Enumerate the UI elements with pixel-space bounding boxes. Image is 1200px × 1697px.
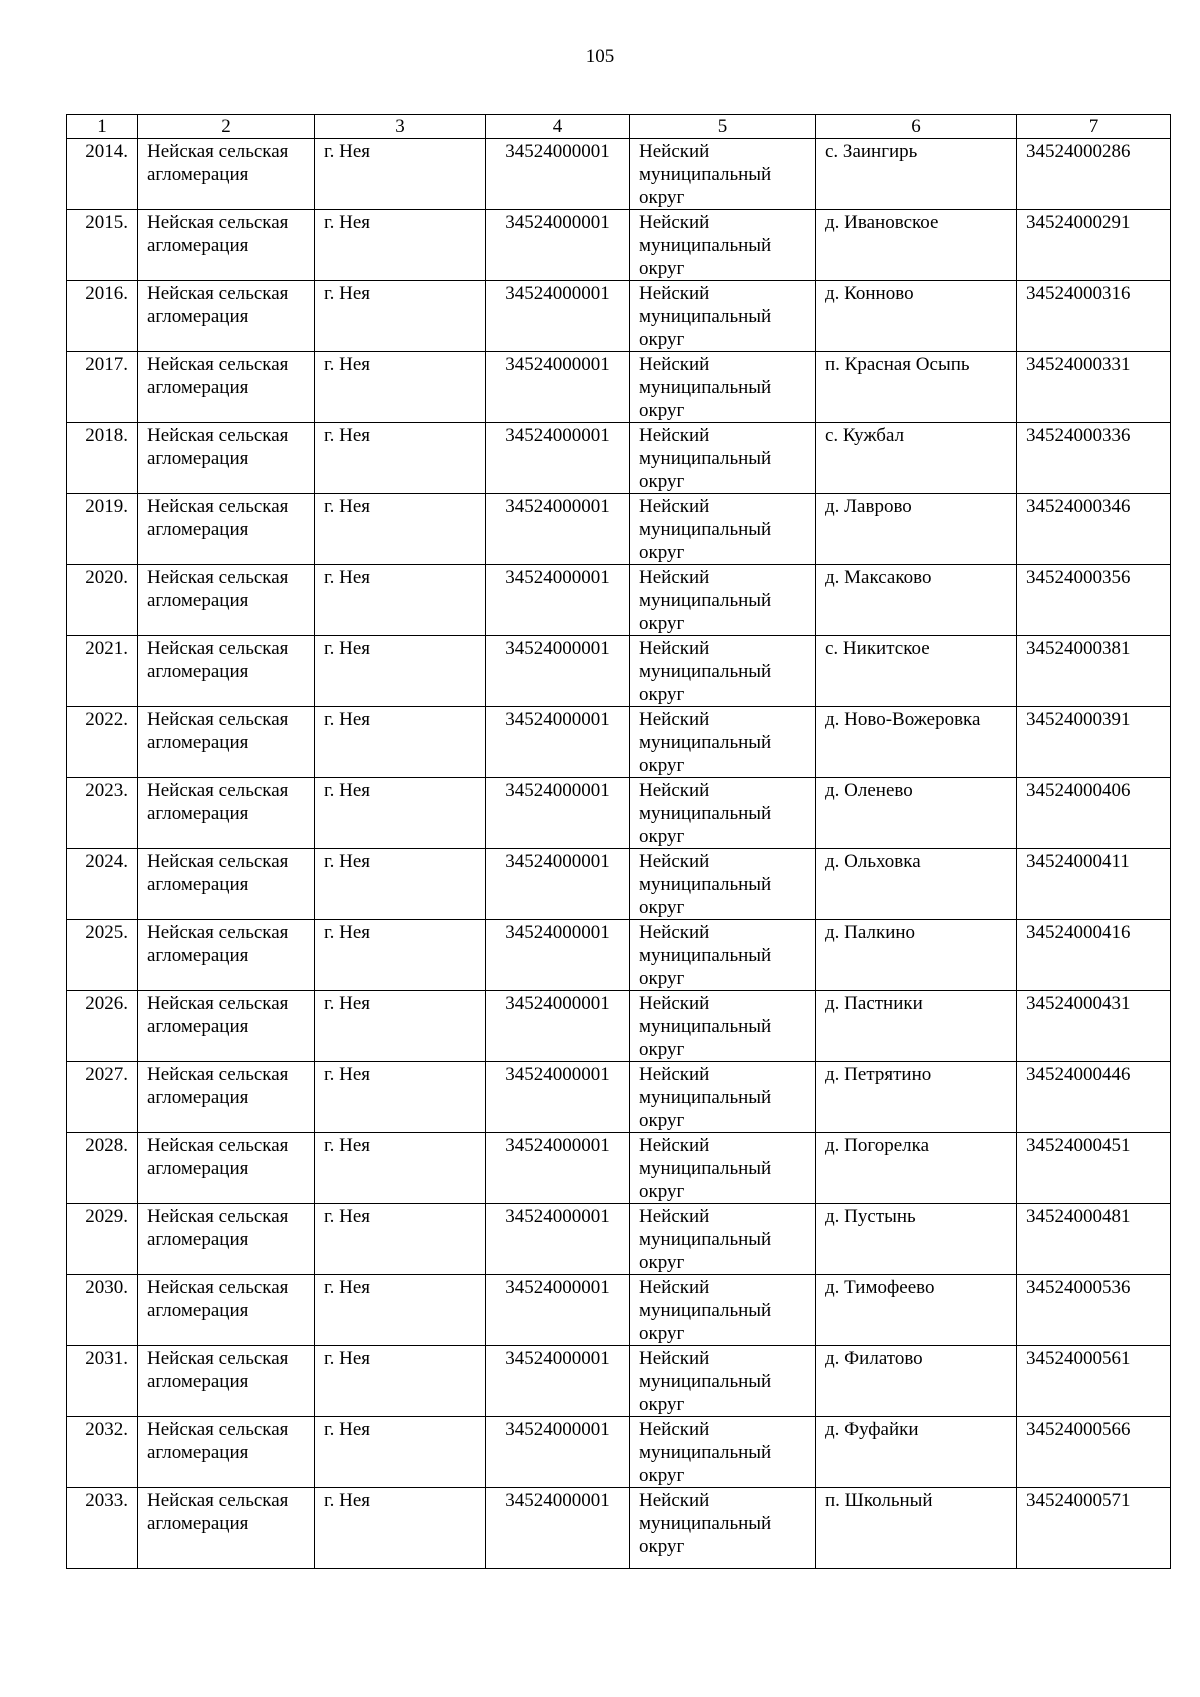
agglomeration-cell: Нейская сельская агломерация bbox=[138, 281, 315, 352]
table-row bbox=[67, 565, 1171, 636]
center-cell: г. Нея bbox=[315, 210, 486, 281]
settlement-code-cell: 34524000356 bbox=[1017, 565, 1171, 636]
center-code-cell: 34524000001 bbox=[486, 1275, 630, 1346]
agglomeration-cell: Нейская сельская агломерация bbox=[138, 423, 315, 494]
district-cell: Нейский муниципальный округ bbox=[630, 920, 816, 991]
column-header-7: 7 bbox=[1017, 115, 1171, 139]
settlement-cell: д. Ново-Вожеровка bbox=[816, 707, 1017, 778]
settlement-code-cell: 34524000316 bbox=[1017, 281, 1171, 352]
center-cell: г. Нея bbox=[315, 707, 486, 778]
table-header-row bbox=[67, 115, 1171, 139]
column-header-5: 5 bbox=[630, 115, 816, 139]
row-number-cell: 2029. bbox=[67, 1204, 138, 1275]
center-code-cell: 34524000001 bbox=[486, 991, 630, 1062]
center-cell: г. Нея bbox=[315, 494, 486, 565]
center-code-cell: 34524000001 bbox=[486, 849, 630, 920]
agglomeration-cell: Нейская сельская агломерация bbox=[138, 494, 315, 565]
center-cell: г. Нея bbox=[315, 1133, 486, 1204]
district-cell: Нейский муниципальный округ bbox=[630, 1204, 816, 1275]
agglomeration-cell: Нейская сельская агломерация bbox=[138, 991, 315, 1062]
row-number-cell: 2021. bbox=[67, 636, 138, 707]
district-cell: Нейский муниципальный округ bbox=[630, 565, 816, 636]
district-cell: Нейский муниципальный округ bbox=[630, 1488, 816, 1569]
agglomeration-cell: Нейская сельская агломерация bbox=[138, 1275, 315, 1346]
table-row bbox=[67, 210, 1171, 281]
center-code-cell: 34524000001 bbox=[486, 423, 630, 494]
row-number-cell: 2014. bbox=[67, 139, 138, 210]
settlement-cell: с. Никитское bbox=[816, 636, 1017, 707]
settlement-code-cell: 34524000406 bbox=[1017, 778, 1171, 849]
settlement-cell: д. Пустынь bbox=[816, 1204, 1017, 1275]
district-cell: Нейский муниципальный округ bbox=[630, 849, 816, 920]
agglomeration-cell: Нейская сельская агломерация bbox=[138, 352, 315, 423]
table-row bbox=[67, 1488, 1171, 1569]
row-number-cell: 2022. bbox=[67, 707, 138, 778]
settlement-code-cell: 34524000416 bbox=[1017, 920, 1171, 991]
agglomeration-cell: Нейская сельская агломерация bbox=[138, 778, 315, 849]
table-row bbox=[67, 139, 1171, 210]
row-number-cell: 2026. bbox=[67, 991, 138, 1062]
center-cell: г. Нея bbox=[315, 1417, 486, 1488]
district-cell: Нейский муниципальный округ bbox=[630, 210, 816, 281]
district-cell: Нейский муниципальный округ bbox=[630, 281, 816, 352]
page-number: 105 bbox=[585, 46, 615, 67]
table-row bbox=[67, 1275, 1171, 1346]
settlement-code-cell: 34524000451 bbox=[1017, 1133, 1171, 1204]
settlement-code-cell: 34524000446 bbox=[1017, 1062, 1171, 1133]
center-cell: г. Нея bbox=[315, 281, 486, 352]
agglomeration-cell: Нейская сельская агломерация bbox=[138, 849, 315, 920]
column-header-4: 4 bbox=[486, 115, 630, 139]
center-code-cell: 34524000001 bbox=[486, 210, 630, 281]
table-row bbox=[67, 352, 1171, 423]
column-header-1: 1 bbox=[67, 115, 138, 139]
table-row bbox=[67, 707, 1171, 778]
district-cell: Нейский муниципальный округ bbox=[630, 1346, 816, 1417]
settlement-code-cell: 34524000286 bbox=[1017, 139, 1171, 210]
column-header-6: 6 bbox=[816, 115, 1017, 139]
settlement-cell: д. Петрятино bbox=[816, 1062, 1017, 1133]
settlement-cell: д. Оленево bbox=[816, 778, 1017, 849]
center-code-cell: 34524000001 bbox=[486, 1133, 630, 1204]
table-row bbox=[67, 778, 1171, 849]
center-cell: г. Нея bbox=[315, 565, 486, 636]
settlement-cell: д. Филатово bbox=[816, 1346, 1017, 1417]
table-row bbox=[67, 991, 1171, 1062]
district-cell: Нейский муниципальный округ bbox=[630, 1417, 816, 1488]
center-code-cell: 34524000001 bbox=[486, 565, 630, 636]
row-number-cell: 2018. bbox=[67, 423, 138, 494]
center-cell: г. Нея bbox=[315, 920, 486, 991]
table-row bbox=[67, 849, 1171, 920]
row-number-cell: 2033. bbox=[67, 1488, 138, 1569]
center-code-cell: 34524000001 bbox=[486, 352, 630, 423]
table-row bbox=[67, 423, 1171, 494]
settlement-code-cell: 34524000536 bbox=[1017, 1275, 1171, 1346]
center-cell: г. Нея bbox=[315, 778, 486, 849]
center-cell: г. Нея bbox=[315, 1204, 486, 1275]
center-code-cell: 34524000001 bbox=[486, 1488, 630, 1569]
district-cell: Нейский муниципальный округ bbox=[630, 636, 816, 707]
center-cell: г. Нея bbox=[315, 139, 486, 210]
center-cell: г. Нея bbox=[315, 1275, 486, 1346]
row-number-cell: 2015. bbox=[67, 210, 138, 281]
district-cell: Нейский муниципальный округ bbox=[630, 139, 816, 210]
row-number-cell: 2027. bbox=[67, 1062, 138, 1133]
row-number-cell: 2020. bbox=[67, 565, 138, 636]
center-cell: г. Нея bbox=[315, 352, 486, 423]
settlement-code-cell: 34524000331 bbox=[1017, 352, 1171, 423]
agglomeration-cell: Нейская сельская агломерация bbox=[138, 565, 315, 636]
row-number-cell: 2016. bbox=[67, 281, 138, 352]
agglomeration-cell: Нейская сельская агломерация bbox=[138, 1204, 315, 1275]
district-cell: Нейский муниципальный округ bbox=[630, 423, 816, 494]
settlement-cell: с. Кужбал bbox=[816, 423, 1017, 494]
center-cell: г. Нея bbox=[315, 1488, 486, 1569]
settlement-cell: с. Заингирь bbox=[816, 139, 1017, 210]
settlement-cell: д. Палкино bbox=[816, 920, 1017, 991]
row-number-cell: 2025. bbox=[67, 920, 138, 991]
row-number-cell: 2032. bbox=[67, 1417, 138, 1488]
agglomeration-cell: Нейская сельская агломерация bbox=[138, 707, 315, 778]
district-cell: Нейский муниципальный округ bbox=[630, 991, 816, 1062]
district-cell: Нейский муниципальный округ bbox=[630, 1133, 816, 1204]
settlement-code-cell: 34524000411 bbox=[1017, 849, 1171, 920]
settlement-cell: д. Максаково bbox=[816, 565, 1017, 636]
row-number-cell: 2028. bbox=[67, 1133, 138, 1204]
table-row bbox=[67, 1062, 1171, 1133]
district-cell: Нейский муниципальный округ bbox=[630, 494, 816, 565]
district-cell: Нейский муниципальный округ bbox=[630, 1275, 816, 1346]
center-cell: г. Нея bbox=[315, 423, 486, 494]
settlement-code-cell: 34524000391 bbox=[1017, 707, 1171, 778]
settlement-code-cell: 34524000561 bbox=[1017, 1346, 1171, 1417]
table-row bbox=[67, 494, 1171, 565]
settlement-cell: д. Тимофеево bbox=[816, 1275, 1017, 1346]
table-row bbox=[67, 1133, 1171, 1204]
district-cell: Нейский муниципальный округ bbox=[630, 1062, 816, 1133]
table-row bbox=[67, 1204, 1171, 1275]
row-number-cell: 2031. bbox=[67, 1346, 138, 1417]
settlement-code-cell: 34524000381 bbox=[1017, 636, 1171, 707]
center-cell: г. Нея bbox=[315, 849, 486, 920]
settlement-code-cell: 34524000481 bbox=[1017, 1204, 1171, 1275]
center-code-cell: 34524000001 bbox=[486, 778, 630, 849]
settlement-cell: д. Ольховка bbox=[816, 849, 1017, 920]
center-cell: г. Нея bbox=[315, 1062, 486, 1133]
table-row bbox=[67, 1346, 1171, 1417]
center-code-cell: 34524000001 bbox=[486, 1204, 630, 1275]
settlement-cell: д. Лаврово bbox=[816, 494, 1017, 565]
district-cell: Нейский муниципальный округ bbox=[630, 352, 816, 423]
settlement-cell: д. Конново bbox=[816, 281, 1017, 352]
settlement-cell: д. Пастники bbox=[816, 991, 1017, 1062]
settlement-code-cell: 34524000336 bbox=[1017, 423, 1171, 494]
row-number-cell: 2017. bbox=[67, 352, 138, 423]
settlement-cell: д. Фуфайки bbox=[816, 1417, 1017, 1488]
center-code-cell: 34524000001 bbox=[486, 1346, 630, 1417]
settlements-table bbox=[66, 114, 1171, 1569]
center-cell: г. Нея bbox=[315, 991, 486, 1062]
agglomeration-cell: Нейская сельская агломерация bbox=[138, 920, 315, 991]
center-code-cell: 34524000001 bbox=[486, 494, 630, 565]
center-code-cell: 34524000001 bbox=[486, 139, 630, 210]
table-row bbox=[67, 1417, 1171, 1488]
settlement-code-cell: 34524000571 bbox=[1017, 1488, 1171, 1569]
agglomeration-cell: Нейская сельская агломерация bbox=[138, 636, 315, 707]
row-number-cell: 2023. bbox=[67, 778, 138, 849]
agglomeration-cell: Нейская сельская агломерация bbox=[138, 139, 315, 210]
agglomeration-cell: Нейская сельская агломерация bbox=[138, 1346, 315, 1417]
row-number-cell: 2030. bbox=[67, 1275, 138, 1346]
settlement-code-cell: 34524000346 bbox=[1017, 494, 1171, 565]
settlement-cell: д. Погорелка bbox=[816, 1133, 1017, 1204]
row-number-cell: 2024. bbox=[67, 849, 138, 920]
center-cell: г. Нея bbox=[315, 1346, 486, 1417]
settlement-code-cell: 34524000566 bbox=[1017, 1417, 1171, 1488]
column-header-2: 2 bbox=[138, 115, 315, 139]
district-cell: Нейский муниципальный округ bbox=[630, 778, 816, 849]
district-cell: Нейский муниципальный округ bbox=[630, 707, 816, 778]
center-code-cell: 34524000001 bbox=[486, 1417, 630, 1488]
table-row bbox=[67, 920, 1171, 991]
settlement-cell: д. Ивановское bbox=[816, 210, 1017, 281]
agglomeration-cell: Нейская сельская агломерация bbox=[138, 210, 315, 281]
settlement-code-cell: 34524000431 bbox=[1017, 991, 1171, 1062]
settlement-code-cell: 34524000291 bbox=[1017, 210, 1171, 281]
center-code-cell: 34524000001 bbox=[486, 1062, 630, 1133]
center-cell: г. Нея bbox=[315, 636, 486, 707]
row-number-cell: 2019. bbox=[67, 494, 138, 565]
table-row bbox=[67, 636, 1171, 707]
center-code-cell: 34524000001 bbox=[486, 636, 630, 707]
settlement-cell: п. Школьный bbox=[816, 1488, 1017, 1569]
agglomeration-cell: Нейская сельская агломерация bbox=[138, 1062, 315, 1133]
center-code-cell: 34524000001 bbox=[486, 281, 630, 352]
center-code-cell: 34524000001 bbox=[486, 707, 630, 778]
agglomeration-cell: Нейская сельская агломерация bbox=[138, 1488, 315, 1569]
center-code-cell: 34524000001 bbox=[486, 920, 630, 991]
agglomeration-cell: Нейская сельская агломерация bbox=[138, 1133, 315, 1204]
settlement-cell: п. Красная Осыпь bbox=[816, 352, 1017, 423]
column-header-3: 3 bbox=[315, 115, 486, 139]
agglomeration-cell: Нейская сельская агломерация bbox=[138, 1417, 315, 1488]
table-row bbox=[67, 281, 1171, 352]
